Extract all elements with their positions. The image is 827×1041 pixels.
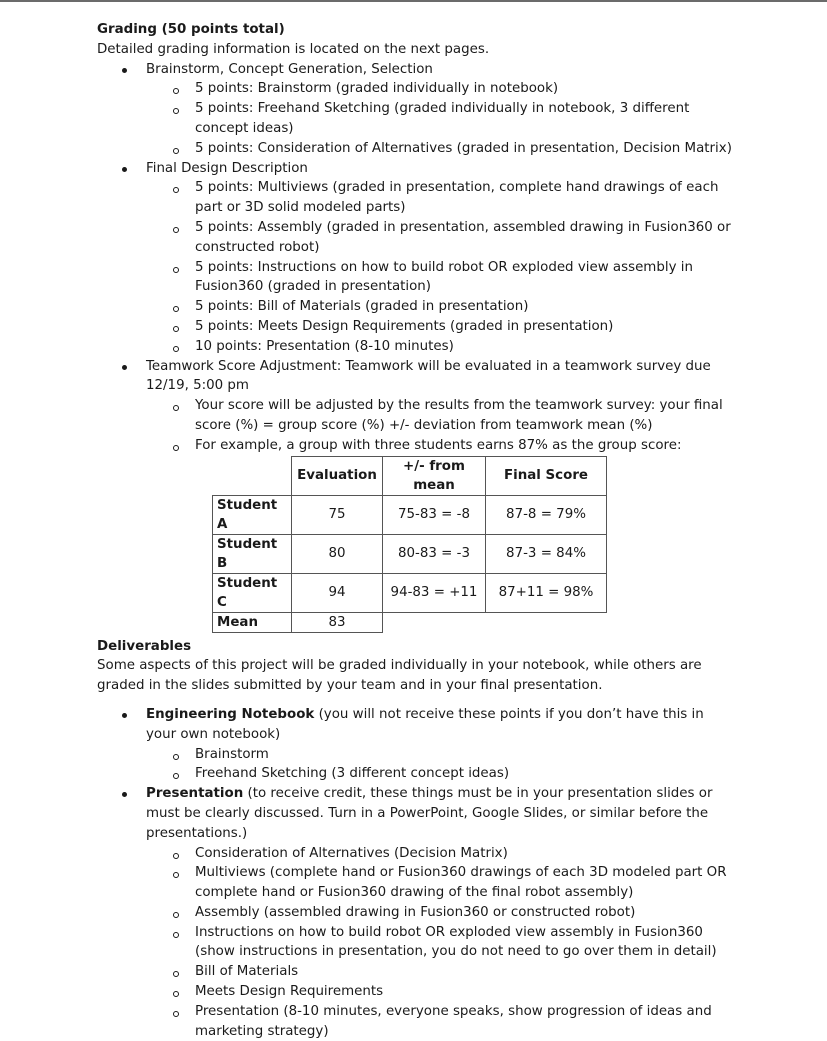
deliverables-heading: Deliverables (97, 637, 737, 657)
list-item: Bill of Materials (146, 962, 737, 982)
grading-list (97, 60, 737, 456)
list-item: Assembly (assembled drawing in Fusion360 or constructed robot) (146, 903, 737, 923)
deliverables-intro: Some aspects of this project will be graded individually in your notebook, while others are graded in the slides submitted by your team and in your final presentation. (97, 656, 737, 696)
sub-list (146, 745, 737, 785)
list-item: Your score will be adjusted by the results from the teamwork survey: your final score (%) = group score (%) +/- deviation from teamwork mean (%) (146, 396, 737, 436)
grading-intro: Detailed grading information is located on the next pages. (97, 40, 737, 60)
table-cell: 75 (292, 495, 383, 534)
sub-list (146, 79, 737, 158)
list-item (97, 60, 737, 159)
list-item: Meets Design Requirements (146, 982, 737, 1002)
table-cell: 83 (292, 612, 383, 632)
list-item: Presentation (8-10 minutes, everyone speaks, show progression of ideas and marketing strategy) (146, 1002, 737, 1041)
table-cell: 94-83 = +11 (383, 573, 486, 612)
table-cell: Mean (213, 612, 292, 632)
table-cell: 87-3 = 84% (486, 534, 607, 573)
score-table (212, 456, 607, 633)
grading-heading: Grading (50 points total) (97, 20, 737, 40)
list-item (97, 357, 737, 456)
list-item: Consideration of Alternatives (Decision Matrix) (146, 844, 737, 864)
table-header: +/- from mean (383, 456, 486, 495)
sub-list (146, 178, 737, 356)
list-item (97, 705, 737, 784)
notebook-label: Engineering Notebook (146, 707, 314, 722)
section-label: Final Design Description (146, 161, 308, 176)
table-cell: 87+11 = 98% (486, 573, 607, 612)
table-empty-cell (383, 612, 486, 632)
table-cell: Student C (213, 573, 292, 612)
table-header: Final Score (486, 456, 607, 495)
list-item (97, 159, 737, 357)
table-cell: 87-8 = 79% (486, 495, 607, 534)
list-item: 5 points: Multiviews (graded in presentation, complete hand drawings of each part or 3D solid modeled parts) (146, 178, 737, 218)
table-corner (213, 456, 292, 495)
sub-list (146, 844, 737, 1041)
section-label: Teamwork Score Adjustment: Teamwork will be evaluated in a teamwork survey due 12/19, 5:00 pm (146, 359, 711, 394)
list-item: Multiviews (complete hand or Fusion360 drawings of each 3D modeled part OR complete hand or Fusion360 drawing of the final robot assembly) (146, 863, 737, 903)
table-row (213, 495, 607, 534)
presentation-label: Presentation (146, 786, 243, 801)
list-item: 5 points: Assembly (graded in presentation, assembled drawing in Fusion360 or constructed robot) (146, 218, 737, 258)
table-cell: Student B (213, 534, 292, 573)
list-item: 5 points: Instructions on how to build robot OR exploded view assembly in Fusion360 (graded in presentation) (146, 258, 737, 298)
presentation-note: (to receive credit, these things must be in your presentation slides or must be clearly discussed. Turn in a PowerPoint, Google Slides, or similar before the presentations.) (146, 786, 712, 841)
section-label: Brainstorm, Concept Generation, Selection (146, 62, 433, 77)
list-item: 5 points: Meets Design Requirements (graded in presentation) (146, 317, 737, 337)
list-item: Instructions on how to build robot OR exploded view assembly in Fusion360 (show instructions in presentation, you do not need to go over them in detail) (146, 923, 737, 963)
document-page (97, 20, 737, 1041)
list-item: 10 points: Presentation (8-10 minutes) (146, 337, 737, 357)
list-item (97, 784, 737, 1041)
list-item: 5 points: Consideration of Alternatives (graded in presentation, Decision Matrix) (146, 139, 737, 159)
table-row (213, 612, 607, 632)
list-item: Brainstorm (146, 745, 737, 765)
table-cell: 80 (292, 534, 383, 573)
table-cell: 94 (292, 573, 383, 612)
table-row (213, 573, 607, 612)
list-item: For example, a group with three students earns 87% as the group score: (146, 436, 737, 456)
table-header: Evaluation (292, 456, 383, 495)
table-row (213, 534, 607, 573)
notebook-note: (you will not receive these points if you don’t have this in your own notebook) (146, 707, 704, 742)
list-item: 5 points: Brainstorm (graded individually in notebook) (146, 79, 737, 99)
table-cell: 80-83 = -3 (383, 534, 486, 573)
list-item: 5 points: Bill of Materials (graded in presentation) (146, 297, 737, 317)
table-cell: Student A (213, 495, 292, 534)
table-header-row (213, 456, 607, 495)
deliverables-list (97, 705, 737, 1041)
sub-list (146, 396, 737, 455)
top-border-line (0, 0, 827, 2)
list-item: 5 points: Freehand Sketching (graded individually in notebook, 3 different concept ideas) (146, 99, 737, 139)
list-item: Freehand Sketching (3 different concept ideas) (146, 764, 737, 784)
table-cell: 75-83 = -8 (383, 495, 486, 534)
table-empty-cell (486, 612, 607, 632)
